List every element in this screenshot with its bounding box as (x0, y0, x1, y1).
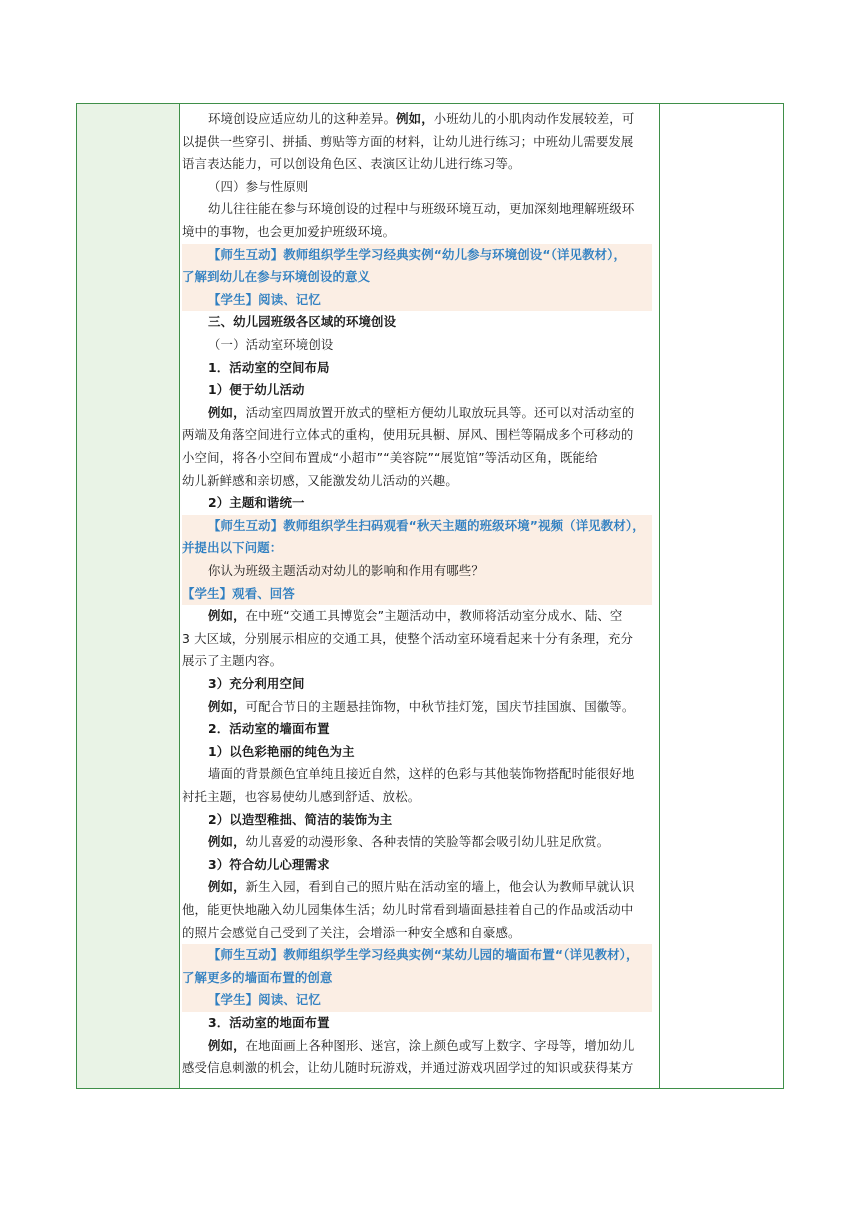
text-line (182, 131, 652, 153)
text-line (182, 650, 652, 672)
text-line (182, 334, 652, 356)
line-text: 1）便于幼儿活动 (208, 382, 305, 398)
text-line (182, 718, 652, 740)
line-text: 【师生互动】教师组织学生学习经典实例“幼儿参与环境创设“（详见教材）， (208, 246, 627, 262)
text-line (182, 537, 652, 559)
example-lead: 例如， (396, 111, 434, 126)
text-line (182, 989, 652, 1011)
example-lead: 例如， (208, 608, 246, 624)
text-line (182, 967, 652, 989)
text-line (182, 696, 652, 718)
text-line (182, 153, 652, 175)
line-text: 2）主题和谐统一 (208, 495, 305, 511)
lesson-table (76, 103, 784, 1089)
text-line (182, 673, 652, 695)
text-line (182, 944, 652, 966)
text-line (182, 221, 652, 243)
line-text: 活动室四周放置开放式的壁柜方便幼儿取放玩具等。还可以对活动室的 (245, 404, 635, 420)
text-line (182, 108, 652, 130)
text-line (182, 786, 652, 808)
text-line (182, 628, 652, 650)
line-text: 墙面的背景颜色宜单纯且接近自然，这样的色彩与其他装饰物搭配时能很好地 (208, 766, 635, 782)
line-text: 【学生】观看、回答 (182, 585, 295, 601)
line-text: 了解更多的墙面布置的创意 (182, 969, 333, 985)
line-text: 2）以造型稚拙、简洁的装饰为主 (208, 811, 393, 827)
example-lead: 例如， (208, 404, 246, 420)
text-line (182, 560, 652, 582)
text-line (182, 922, 652, 944)
text-line (182, 402, 652, 424)
line-text: 【学生】阅读、记忆 (208, 291, 321, 307)
text-line (182, 176, 652, 198)
text-line (182, 311, 652, 333)
example-lead: 例如， (208, 1037, 246, 1053)
line-text: 3）符合幼儿心理需求 (208, 856, 330, 872)
line-text: 境中的事物，也会更加爱护班级环境。 (182, 224, 396, 239)
line-text: 1．活动室的空间布局 (208, 359, 330, 375)
text-line (182, 854, 652, 876)
line-text: 小空间，将各小空间布置成“小超市”“美容院”“展览馆”等活动区角，既能给 (182, 450, 598, 465)
line-text: 幼儿往往能在参与环境创设的过程中与班级环境互动，更加深刻地理解班级环 (208, 201, 635, 217)
line-text: 【师生互动】教师组织学生扫码观看“秋天主题的班级环境”视频（详见教材）， (208, 517, 645, 533)
text-line (182, 583, 652, 605)
line-text: 三、幼儿园班级各区域的环境创设 (208, 314, 397, 330)
line-text: 小班幼儿的小肌肉动作发展较差，可 (433, 111, 635, 126)
left-column (77, 104, 180, 1088)
line-text: 语言表达能力，可以创设角色区、表演区让幼儿进行练习等。 (182, 156, 521, 172)
line-text: 可配合节日的主题悬挂饰物，中秋节挂灯笼，国庆节挂国旗、国徽等。 (245, 698, 635, 714)
line-text: 环境创设应适应幼儿的这种差异。 (208, 111, 397, 126)
text-line (182, 831, 652, 853)
text-line (182, 289, 652, 311)
text-line (182, 470, 652, 492)
text-line (182, 1057, 652, 1079)
line-text: 3．活动室的地面布置 (208, 1015, 330, 1030)
line-text: 你认为班级主题活动对幼儿的影响和作用有哪些？ (208, 563, 484, 578)
line-text: 他，能更快地融入幼儿园集体生活；幼儿时常看到墙面悬挂着自己的作品或活动中 (182, 902, 634, 917)
line-text: 在中班“交通工具博览会”主题活动中，教师将活动室分成水、陆、空 (245, 608, 623, 624)
text-line (182, 447, 652, 469)
line-text: 的照片会感觉自己受到了关注，会增添一种安全感和自豪感。 (182, 924, 521, 940)
line-text: 3）充分利用空间 (208, 676, 305, 691)
line-text: （四）参与性原则 (208, 178, 309, 194)
line-text: 两端及角落空间进行立体式的重构，使用玩具橱、屏风、围栏等隔成多个可移动的 (182, 427, 634, 443)
line-text: 衬托主题，也容易使幼儿感到舒适、放松。 (182, 789, 421, 804)
text-line (182, 357, 652, 379)
line-text: 以提供一些穿引、拼插、剪贴等方面的材料，让幼儿进行练习；中班幼儿需要发展 (182, 133, 634, 149)
line-text: 【学生】阅读、记忆 (208, 992, 321, 1008)
example-lead: 例如， (208, 698, 246, 714)
text-line (182, 876, 652, 898)
line-text: 3 大区域，分别展示相应的交通工具，使整个活动室环境看起来十分有条理，充分 (182, 630, 634, 646)
line-text: 1）以色彩艳丽的纯色为主 (208, 743, 355, 759)
text-line (182, 1035, 652, 1057)
text-line (182, 266, 652, 288)
line-text: 感受信息刺激的机会，让幼儿随时玩游戏，并通过游戏巩固学过的知识或获得某方 (182, 1060, 634, 1076)
example-lead: 例如， (208, 834, 246, 850)
text-line (182, 515, 652, 537)
text-line (182, 763, 652, 785)
line-text: 幼儿新鲜感和亲切感，又能激发幼儿活动的兴趣。 (182, 472, 458, 488)
line-text: 了解到幼儿在参与环境创设的意义 (182, 269, 371, 285)
text-line (182, 809, 652, 831)
right-column (659, 104, 783, 1088)
line-text: （一）活动室环境创设 (208, 337, 334, 352)
line-text: 在地面画上各种图形、迷宫，涂上颜色或写上数字、字母等，增加幼儿 (245, 1037, 635, 1053)
text-line (182, 605, 652, 627)
line-text: 展示了主题内容。 (182, 653, 283, 669)
text-line (182, 244, 652, 266)
text-line (182, 741, 652, 763)
text-line (182, 379, 652, 401)
line-text: 新生入园，看到自己的照片贴在活动室的墙上，他会认为教师早就认识 (245, 879, 635, 895)
line-text: 并提出以下问题： (182, 540, 283, 556)
text-line (182, 492, 652, 514)
text-line (182, 198, 652, 220)
line-text: 2．活动室的墙面布置 (208, 721, 330, 737)
text-line (182, 899, 652, 921)
text-line (182, 1012, 652, 1034)
line-text: 幼儿喜爱的动漫形象、各种表情的笑脸等都会吸引幼儿驻足欣赏。 (245, 834, 610, 850)
text-line (182, 424, 652, 446)
line-text: 【师生互动】教师组织学生学习经典实例“某幼儿园的墙面布置“（详见教材）， (208, 947, 639, 963)
example-lead: 例如， (208, 879, 246, 895)
